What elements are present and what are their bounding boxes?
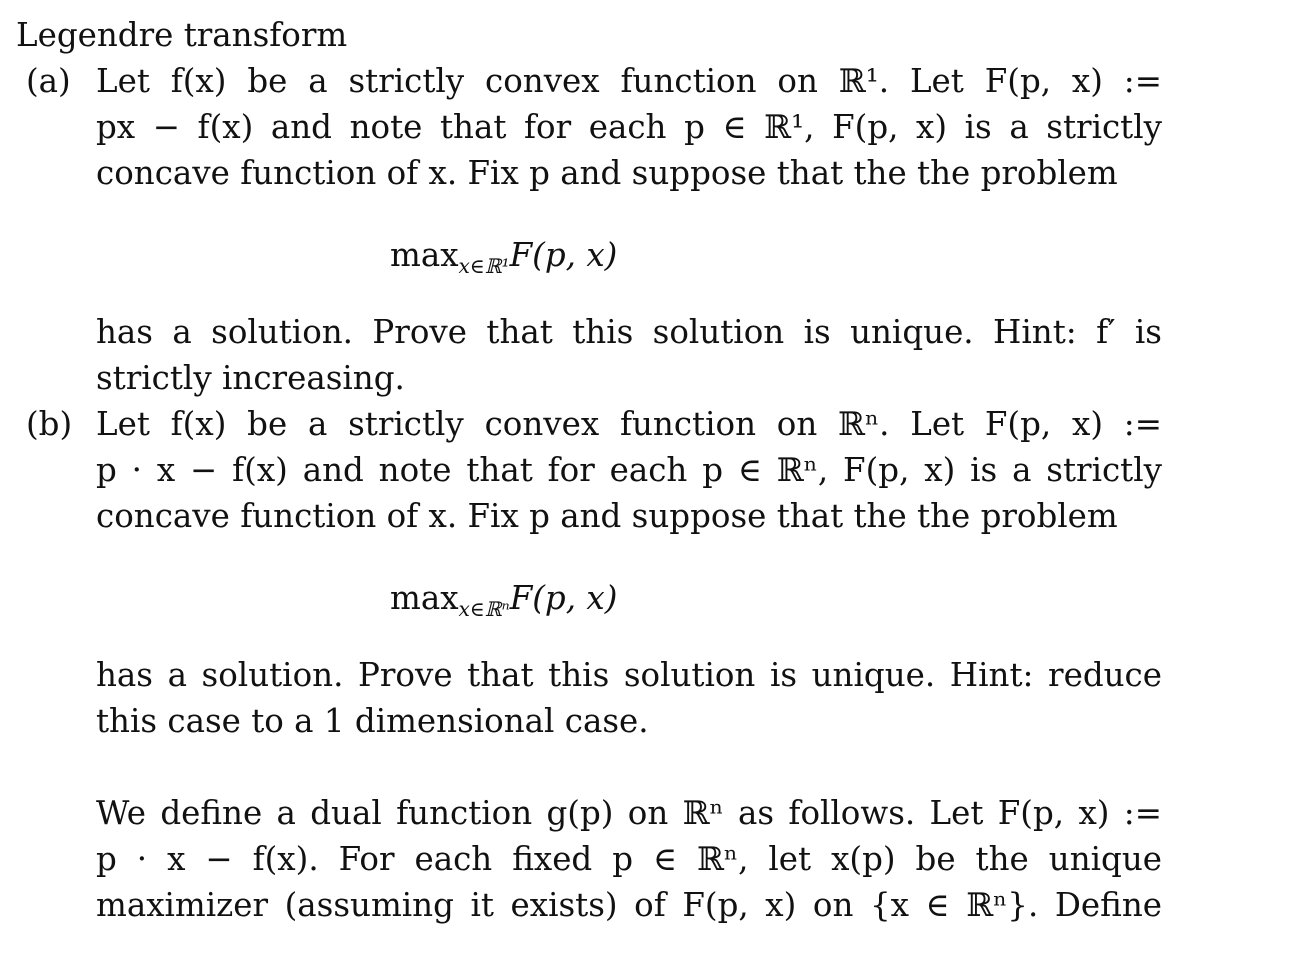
section-title: Legendre transform — [16, 16, 348, 54]
part-b-line-2: p · x − f(x) and note that for each p ∈ ℝⁿ, F(p, x) is a strictly — [96, 451, 1162, 489]
dual-line-3: maximizer (assuming it exists) of F(p, x) on {x ∈ ℝⁿ}. Define — [96, 886, 1162, 924]
part-a-max-operator: max — [390, 236, 459, 274]
part-a-objective: F(p, x) — [509, 236, 618, 274]
part-b-objective: F(p, x) — [509, 579, 618, 617]
part-a-display-equation — [390, 232, 617, 289]
part-b-conclusion — [96, 652, 1162, 744]
part-b-max-subscript: x∈ℝⁿ — [458, 597, 510, 622]
dual-function-paragraph — [96, 790, 1162, 928]
part-a-conclusion — [96, 309, 1162, 401]
part-b-max-operator: max — [390, 579, 459, 617]
part-a-line-1: Let f(x) be a strictly convex function on ℝ¹. Let F(p, x) := — [96, 62, 1162, 100]
part-b-display-equation — [390, 575, 617, 632]
part-a-after-line-2: strictly increasing. — [96, 359, 405, 397]
part-a-after-line-1: has a solution. Prove that this solution is unique. Hint: f′ is — [96, 313, 1162, 351]
part-b-after-line-1: has a solution. Prove that this solution is unique. Hint: reduce — [96, 656, 1162, 694]
part-a-label: (a) — [26, 62, 71, 100]
part-b-line-3: concave function of x. Fix p and suppose that the the problem — [96, 497, 1118, 535]
dual-line-2: p · x − f(x). For each fixed p ∈ ℝⁿ, let x(p) be the unique — [96, 840, 1162, 878]
part-a-line-2: px − f(x) and note that for each p ∈ ℝ¹, F(p, x) is a strictly — [96, 108, 1162, 146]
part-b-paragraph — [26, 401, 1162, 539]
part-b-after-line-2: this case to a 1 dimensional case. — [96, 702, 649, 740]
part-b-line-1: Let f(x) be a strictly convex function on ℝⁿ. Let F(p, x) := — [96, 405, 1162, 443]
part-a-line-3: concave function of x. Fix p and suppose that the the problem — [96, 154, 1118, 192]
part-a-paragraph — [26, 58, 1162, 196]
part-a-max-subscript: x∈ℝ¹ — [458, 254, 510, 279]
dual-line-1: We define a dual function g(p) on ℝⁿ as follows. Let F(p, x) := — [96, 794, 1162, 832]
part-b-label: (b) — [26, 405, 73, 443]
